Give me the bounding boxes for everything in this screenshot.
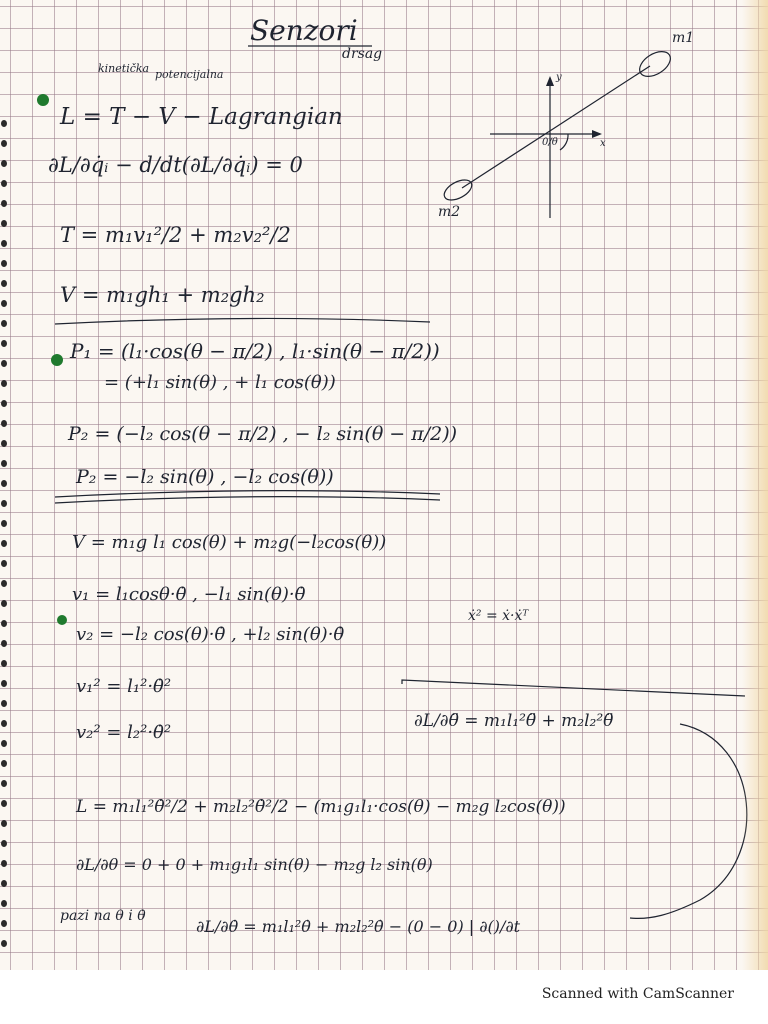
annotation-kinetic: kinetička xyxy=(98,62,150,75)
note-bottom: pazi na θ i θ̇ xyxy=(60,908,146,924)
divider-line xyxy=(55,318,430,324)
note-vector-square: ẋ² = ẋ·ẋᵀ xyxy=(468,608,529,624)
x-axis-arrow-icon xyxy=(592,130,602,138)
equation-p2-simplified: P₂ = −l₂ sin(θ) , −l₂ cos(θ)) xyxy=(76,466,334,488)
equation-v2: v₂ = −l₂ cos(θ)·θ̇ , +l₂ sin(θ)·θ̇ xyxy=(76,624,345,645)
bracket-line xyxy=(402,680,745,696)
margin-dot xyxy=(37,94,49,106)
scanner-watermark: Scanned with CamScanner xyxy=(541,986,734,1002)
equation-lagrangian: L = T − V − Lagrangian xyxy=(60,104,343,130)
equation-kinetic-energy: T = m₁v₁²/2 + m₂v₂²/2 xyxy=(60,223,291,247)
margin-dot xyxy=(57,615,67,625)
connecting-arrow xyxy=(630,724,747,918)
page-subtitle: drsag xyxy=(342,46,383,62)
note-partial-result: ∂L/∂θ̈ = m₁l₁²θ̈ + m₂l₂²θ̈ xyxy=(414,711,614,731)
mass-1-label: m1 xyxy=(672,30,695,46)
mass-2-label: m2 xyxy=(438,204,461,220)
margin-dot xyxy=(51,354,63,366)
equation-potential-expanded: V = m₁g l₁ cos(θ) + m₂g(−l₂cos(θ)) xyxy=(72,532,387,553)
pendulum-diagram xyxy=(438,30,694,220)
mass-1-bob xyxy=(635,47,674,82)
equation-euler-lagrange: ∂L/∂q̇ᵢ − d/dt(∂L/∂q̇ᵢ) = 0 xyxy=(48,153,303,177)
equation-potential-energy: V = m₁gh₁ + m₂gh₂ xyxy=(60,283,265,307)
angle-label: 0/θ xyxy=(542,137,558,148)
y-axis-label: y xyxy=(556,72,562,83)
equation-p2: P₂ = (−l₂ cos(θ − π/2) , − l₂ sin(θ − π/2)) xyxy=(68,423,458,445)
equation-v1-squared: v₁² = l₁²·θ̇² xyxy=(76,676,172,697)
y-axis-arrow-icon xyxy=(546,76,554,86)
equation-dL-dtheta: ∂L/∂θ = 0 + 0 + m₁g₁l₁ sin(θ) − m₂g l₂ sin(θ) xyxy=(76,855,433,874)
annotation-potential: potencijalna xyxy=(155,68,224,81)
equation-p1: P₁ = (l₁·cos(θ − π/2) , l₁·sin(θ − π/2)) xyxy=(70,339,440,363)
divider-line xyxy=(55,491,440,497)
equation-lagrangian-expanded: L = m₁l₁²θ̇²/2 + m₂l₂²θ̇²/2 − (m₁g₁l₁·cos(θ) − m₂g l₂cos(θ)) xyxy=(76,797,566,817)
equation-v1: v₁ = l₁cosθ·θ̇ , −l₁ sin(θ)·θ̇ xyxy=(72,584,306,605)
divider-line xyxy=(55,497,440,503)
page-title: Senzori xyxy=(250,14,358,47)
equation-dL-dthetadot: ∂L/∂θ̇ = m₁l₁²θ̇ + m₂l₂²θ̇ − (0 − 0) | ∂()/∂t xyxy=(196,917,521,936)
equation-p1-simplified: = (+l₁ sin(θ) , + l₁ cos(θ)) xyxy=(104,372,336,393)
mass-2-bob xyxy=(441,176,475,204)
pendulum-rod xyxy=(462,66,650,188)
x-axis-label: x xyxy=(600,138,606,149)
angle-arc xyxy=(560,134,568,150)
equation-v2-squared: v₂² = l₂²·θ̇² xyxy=(76,722,172,743)
